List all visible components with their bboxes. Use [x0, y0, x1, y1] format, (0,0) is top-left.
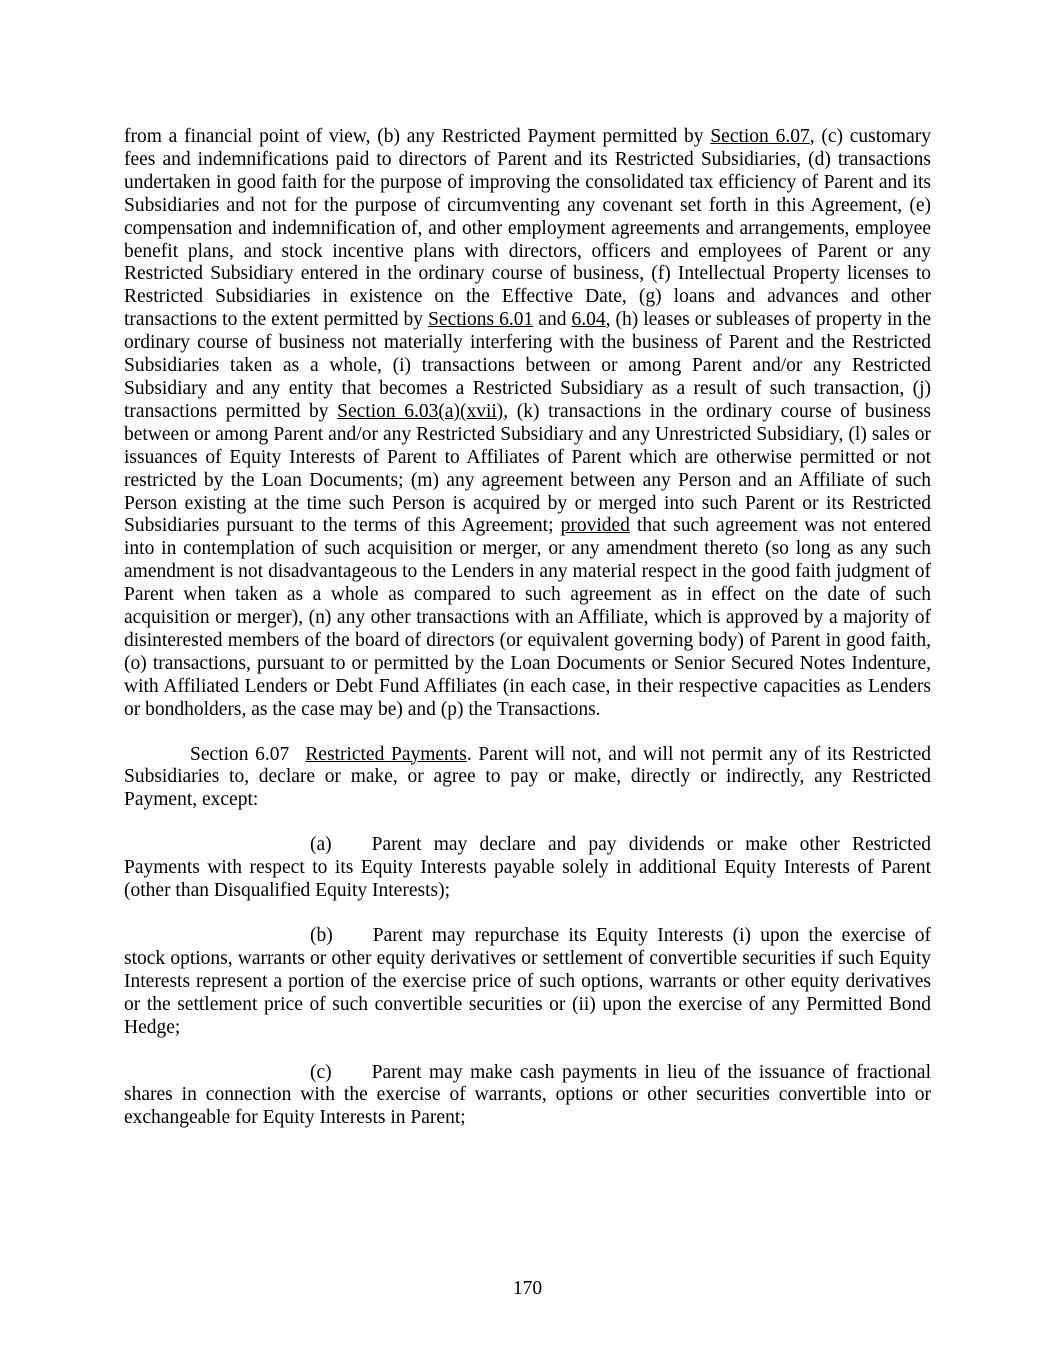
text-run: Parent may make cash payments in lieu of the issuance of fractional shares in connection with the exercise of warrants, options or other securities convertible into or exchangeable for Equity Interests in Parent;	[124, 1061, 931, 1129]
section-6-07-heading-paragraph	[124, 744, 931, 813]
text-run: , (c) customary fees and indemnifications paid to directors of Parent and its Restricted Subsidiaries, (d) transactions undertaken in good faith for the purpose of improving the consolidated tax efficiency of Parent and its Subsidiaries and not for the purpose of circumventing any covenant set forth in this Agreement, (e) compensation and indemnification of, and other employment agreements and arrangements, employee benefit plans, and stock incentive plans with directors, officers and employees of Parent or any Restricted Subsidiary entered in the ordinary course of business, (f) Intellectual Property licenses to Restricted Subsidiaries in existence on the Effective Date, (g) loans and advances and other transactions to the extent permitted by	[124, 126, 931, 331]
page-number: 170	[512, 1278, 543, 1299]
text-run: and	[533, 309, 572, 331]
continuation-paragraph	[124, 126, 931, 722]
document-body	[124, 126, 931, 1130]
underlined-text-run: Sections 6.01	[428, 309, 534, 331]
text-run: , (k) transactions in the ordinary course of business between or among Parent and/or any Restricted Subsidiary and any Unrestricted Subsidiary, (l) sales or issuances of Equity Interests of Parent to Affiliates of Parent which are otherwise permitted or not restricted by the Loan Documents; (m) any agreement between any Person and an Affiliate of such Person existing at the time such Person is acquired by or merged into such Parent or its Restricted Subsidiaries pursuant to the terms of this Agreement;	[124, 400, 931, 537]
text-run: (b)	[310, 925, 333, 946]
item-a-paragraph	[124, 834, 931, 903]
page-footer	[0, 1278, 1055, 1301]
text-run: . Parent will not, and will not permit any of its Restricted Subsidiaries to, declare or make, or agree to pay or make, directly or indirectly, any Restricted Payment, except:	[124, 743, 932, 811]
underlined-text-run: provided	[560, 515, 630, 537]
underlined-text-run: Section 6.03(a)(xvii)	[337, 400, 504, 422]
text-run: from a financial point of view, (b) any Restricted Payment permitted by	[124, 126, 711, 147]
text-run: (c)	[310, 1061, 332, 1083]
text-run: that such agreement was not entered into in contemplation of such acquisition or merger, or any amendment thereto (so long as any such amendment is not disadvantageous to the Lenders in any material respect in the good faith judgment of Parent when taken as a whole as compared to such agreement as in effect on the date of such acquisition or merger), (n) any other transactions with an Affiliate, which is approved by a majority of disinterested members of the board of directors (or equivalent governing body) of Parent in good faith, (o) transactions, pursuant to or permitted by the Loan Documents or Senior Secured Notes Indenture, with Affiliated Lenders or Debt Fund Affiliates (in each case, in their respective capacities as Lenders or bondholders, as the case may be) and (p) the Transactions.	[124, 515, 931, 720]
underlined-text-run: Section 6.07	[710, 126, 810, 147]
item-c-paragraph	[124, 1062, 931, 1131]
text-run: Parent may declare and pay dividends or make other Restricted Payments with respect to its Equity Interests payable solely in additional Equity Interests of Parent (other than Disqualified Equity Interests);	[124, 834, 931, 902]
text-run: , (h) leases or subleases of property in the ordinary course of business not materially interfering with the business of Parent and the Restricted Subsidiaries taken as a whole, (i) transactions between or among Parent and/or any Restricted Subsidiary and any entity that becomes a Restricted Subsidiary as a result of such transaction, (j) transactions permitted by	[124, 309, 932, 422]
underlined-text-run: Restricted Payments	[305, 743, 467, 765]
text-run: Parent may repurchase its Equity Interests (i) upon the exercise of stock options, warrants or other equity derivatives or settlement of convertible securities if such Equity Interests represent a portion of the exercise price of such options, warrants or other equity derivatives or the settlement price of such convertible securities or (ii) upon the exercise of any Permitted Bond Hedge;	[124, 925, 931, 1038]
underlined-text-run: 6.04	[571, 309, 606, 331]
item-b-paragraph	[124, 925, 931, 1040]
text-run: Section 6.07	[190, 743, 290, 765]
text-run: (a)	[310, 834, 332, 856]
